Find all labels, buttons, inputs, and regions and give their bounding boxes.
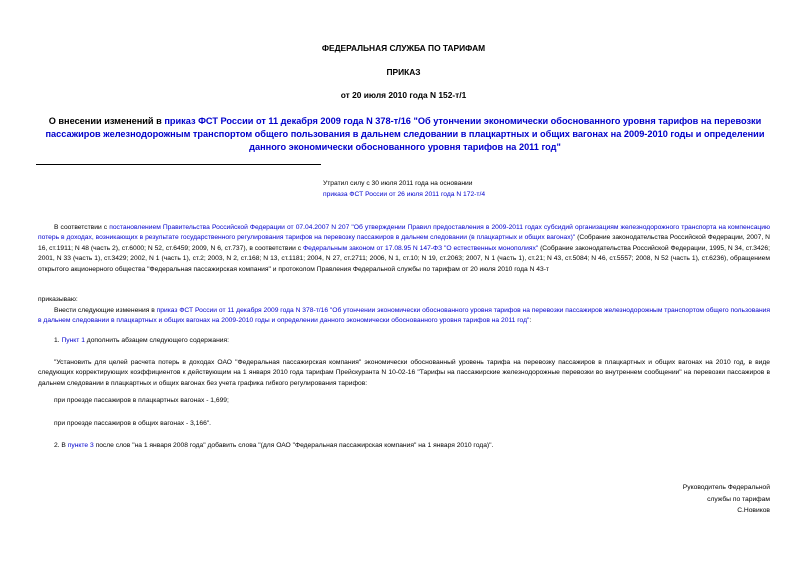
- item-1-link[interactable]: Пункт 1: [61, 337, 85, 344]
- title-divider: [36, 164, 321, 165]
- agency-heading: ФЕДЕРАЛЬНАЯ СЛУЖБА ПО ТАРИФАМ: [321, 43, 486, 53]
- preamble-paragraph: [38, 223, 770, 275]
- title-prefix: О внесении изменений в: [48, 116, 165, 126]
- date-number: от 20 июля 2010 года N 152-т/1: [340, 90, 467, 100]
- intro-paragraph: [38, 306, 770, 327]
- government-decree-link[interactable]: постановлением Правительства Российской Федерации от 07.04.2007 N 207 "Об утверждении Правил предоставления в 2009-2011 годах субсидий организациям железнодорожного транспорта на компенсацию потерь в доходах, возникающих в результате государственного регулирования тарифов на перевозку пассажиров в дальнем следовании (в плацкартных и общих вагонах)": [38, 224, 770, 242]
- amended-order-link[interactable]: приказ ФСТ России от 11 декабря 2009 года N 378-т/16 "Об утончении экономически обоснованного уровня тарифов на перевозки пассажиров железнодорожным транспортом общего пользования в дальнем следовании в плацкартных и общих вагонах на 2009-2010 годы и определении данного экономически обоснованного уровня тарифов на 2011 год": [38, 307, 770, 325]
- quoted-paragraph: "Установить для целей расчета потерь в доходах ОАО "Федеральная пассажирская компания" экономически обоснованный уровень тарифа на перевозку пассажиров в плацкартных и общих вагонах на 2010 год, в виде следующих корректирующих коэффициентов к действующим на 1 января 2010 года тарифам Прейскуранта N 10-02-16 "Тарифы на пассажирские железнодорожные перевозки во внутреннем сообщении" на перевозки пассажиров в дальнем следовании в плацкартных и общих вагонах без учета графика гибкого регулирования тарифов:: [38, 359, 770, 387]
- intro-text-2: :: [529, 317, 532, 325]
- doc-type-heading: ПРИКАЗ: [386, 67, 421, 77]
- item-2-link[interactable]: пункте 3: [67, 442, 94, 449]
- coefficient-platzkart: при проезде пассажиров в плацкартных вагонах - 1,699;: [54, 397, 229, 404]
- preamble-text-1: В соответствии с: [54, 224, 110, 231]
- title-order-link[interactable]: приказ ФСТ России от 11 декабря 2009 года N 378-т/16 "Об утончении экономически обоснованного уровня тарифов на перевозки пассажиров железнодорожным транспортом общего пользования в дальнем следовании в плацкартных и общих вагонах на 2009-2010 годы и определении данного экономически обоснованного уровня тарифов на 2011 год": [45, 116, 765, 152]
- signature-position: Руководитель Федеральной: [682, 484, 770, 491]
- item-2-number: 2. В: [54, 442, 68, 449]
- coefficient-common: при проезде пассажиров в общих вагонах - 3,166".: [54, 420, 212, 427]
- federal-law-link[interactable]: Федеральным законом от 17.08.95 N 147-ФЗ "О естественных монополиях": [303, 244, 539, 252]
- status-line: Утратил силу с 30 июля 2011 года на основании: [323, 180, 473, 187]
- order-word: приказываю:: [38, 296, 78, 303]
- document-title: [35, 115, 775, 154]
- preamble-text-3: (Собрание законодательства Российской Федерации, 1995, N 34, ст.3426; 2001, N 33 (часть 1), ст.3429; 2002, N 1 (часть 1), ст.2; 2003, N 2, ст.168; N 13, ст.1181; 2004, N 27, ст.2711; 2006, N 1, ст.10; N 19, ст.2063; 2007, N 1 (часть 1), ст.21; N 43, ст.5084; N 46, ст.5557; 2008, N 52 (часть 1), ст.6236), обращением открытого акционерного общества "Федеральная пассажирская компания" и протоколом Правления Федеральной службы по тарифам от 20 июля 2010 года N 43-т: [38, 244, 770, 273]
- item-2-text: после слов "на 1 января 2008 года" добавить слова "(для ОАО "Федеральная пассажирская компания" на 1 января 2010 года)".: [93, 442, 494, 449]
- signature-block: [560, 482, 770, 517]
- status-note: [323, 178, 723, 200]
- status-link[interactable]: приказа ФСТ России от 26 июля 2011 года N 172-т/4: [323, 191, 486, 198]
- item-1-text: дополнить абзацем следующего содержания:: [84, 337, 229, 344]
- signature-name: С.Новиков: [737, 507, 770, 514]
- item-2: [54, 441, 770, 451]
- preamble-text-2: (Собрание законодательства Российской Федерации, 2007, N 16, ст.1911; N 48 (часть 2), ст.6000; N 52, ст.6459; 2009, N 6, ст.737), в соответствии с: [38, 234, 770, 252]
- item-1-number: 1.: [54, 337, 62, 344]
- item-1: [54, 336, 754, 346]
- intro-text-1: Внести следующие изменения в: [54, 307, 157, 314]
- signature-agency: службы по тарифам: [707, 495, 770, 503]
